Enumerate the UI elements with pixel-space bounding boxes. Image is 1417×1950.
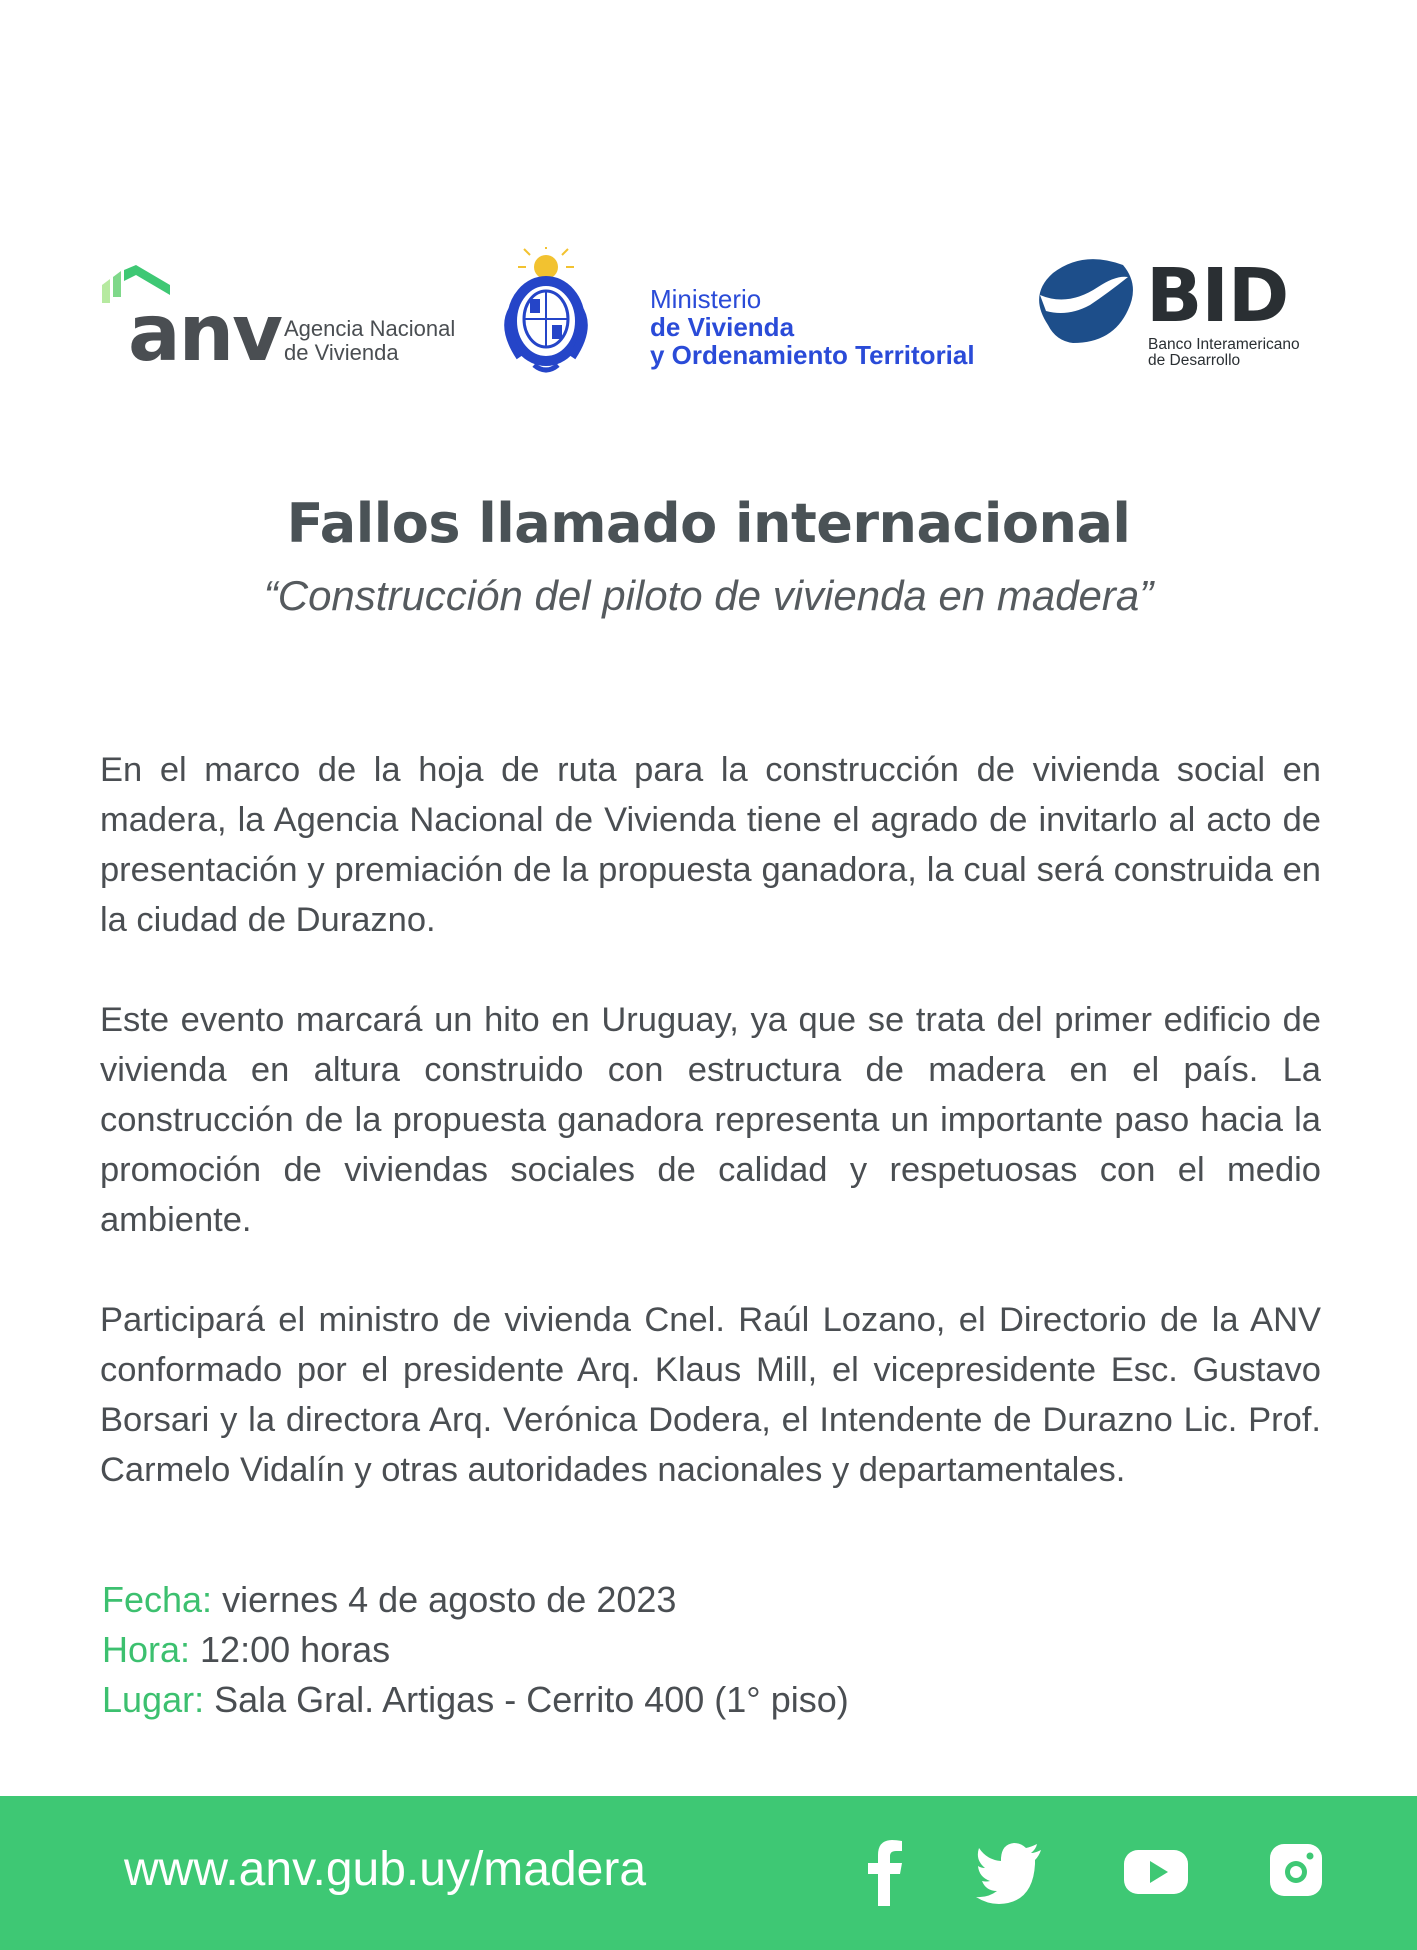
paragraph-participants: Participará el ministro de vivienda Cnel. Raúl Lozano, el Directorio de la ANV conformado por el presidente Arq. Klaus Mill, el vicepresidente Esc. Gustavo Borsari y la directora Arq. Verónica Dodera, el Intendente de Durazno Lic. Prof. Carmelo Vidalín y otras autoridades nacionales y departamentales.: [100, 1301, 1321, 1489]
anv-line1: Agencia Nacional: [284, 316, 456, 341]
hora-value: 12:00 horas: [190, 1629, 391, 1670]
instagram-icon[interactable]: [1262, 1836, 1332, 1906]
youtube-icon[interactable]: [1122, 1836, 1192, 1906]
fecha-label: Fecha:: [102, 1579, 213, 1620]
ministry-line2: de Vivienda: [650, 312, 795, 342]
logo-bar: [100, 245, 1320, 385]
ministry-logo: [650, 285, 1010, 369]
fecha-row: [102, 1575, 849, 1625]
bid-logo: [1028, 255, 1328, 375]
paragraph-event: Este evento marcará un hito en Uruguay, ya que se trata del primer edificio de vivienda en altura construido con estructura de madera en el país. La construcción de la propuesta ganadora representa un importante paso hacia la promoción de viviendas sociales de calidad y respetuosas con el medio ambiente.: [100, 1001, 1321, 1239]
bid-line1: Banco Interamericano: [1148, 336, 1300, 353]
bid-globe-icon: [1028, 255, 1138, 345]
website-link[interactable]: www.anv.gub.uy/madera: [124, 1843, 647, 1896]
anv-subtitle: [284, 317, 455, 365]
paragraph-intro: En el marco de la hoja de ruta para la construcción de vivienda social en madera, la Agencia Nacional de Vivienda tiene el agrado de invitarlo al acto de presentación y premiación de la propuesta ganadora, la cual será construida en la ciudad de Durazno.: [100, 751, 1321, 939]
lugar-value: Sala Gral. Artigas - Cerrito 400 (1° piso): [204, 1679, 849, 1720]
uruguay-coat-of-arms-icon: [490, 247, 602, 377]
ministry-line3: y Ordenamiento Territorial: [650, 340, 975, 370]
anv-logo: [100, 265, 460, 379]
event-details: [102, 1575, 849, 1725]
bid-subtitle: [1148, 337, 1300, 369]
hora-label: Hora:: [102, 1629, 191, 1670]
bid-wordmark: BID: [1146, 253, 1289, 339]
page-title: Fallos llamado internacional: [286, 492, 1131, 555]
anv-line2: de Vivienda: [284, 340, 399, 365]
hora-row: [102, 1625, 849, 1675]
anv-wordmark: anv: [128, 289, 282, 379]
footer-bar: [0, 1796, 1417, 1950]
fecha-value: viernes 4 de agosto de 2023: [212, 1579, 677, 1620]
lugar-row: [102, 1675, 849, 1725]
ministry-line1: Ministerio: [650, 284, 762, 314]
lugar-label: Lugar:: [102, 1679, 205, 1720]
twitter-icon[interactable]: [975, 1836, 1045, 1906]
bid-line2: de Desarrollo: [1148, 352, 1241, 369]
page-subtitle: “Construcción del piloto de vivienda en madera”: [263, 572, 1154, 619]
facebook-icon[interactable]: [850, 1836, 920, 1906]
